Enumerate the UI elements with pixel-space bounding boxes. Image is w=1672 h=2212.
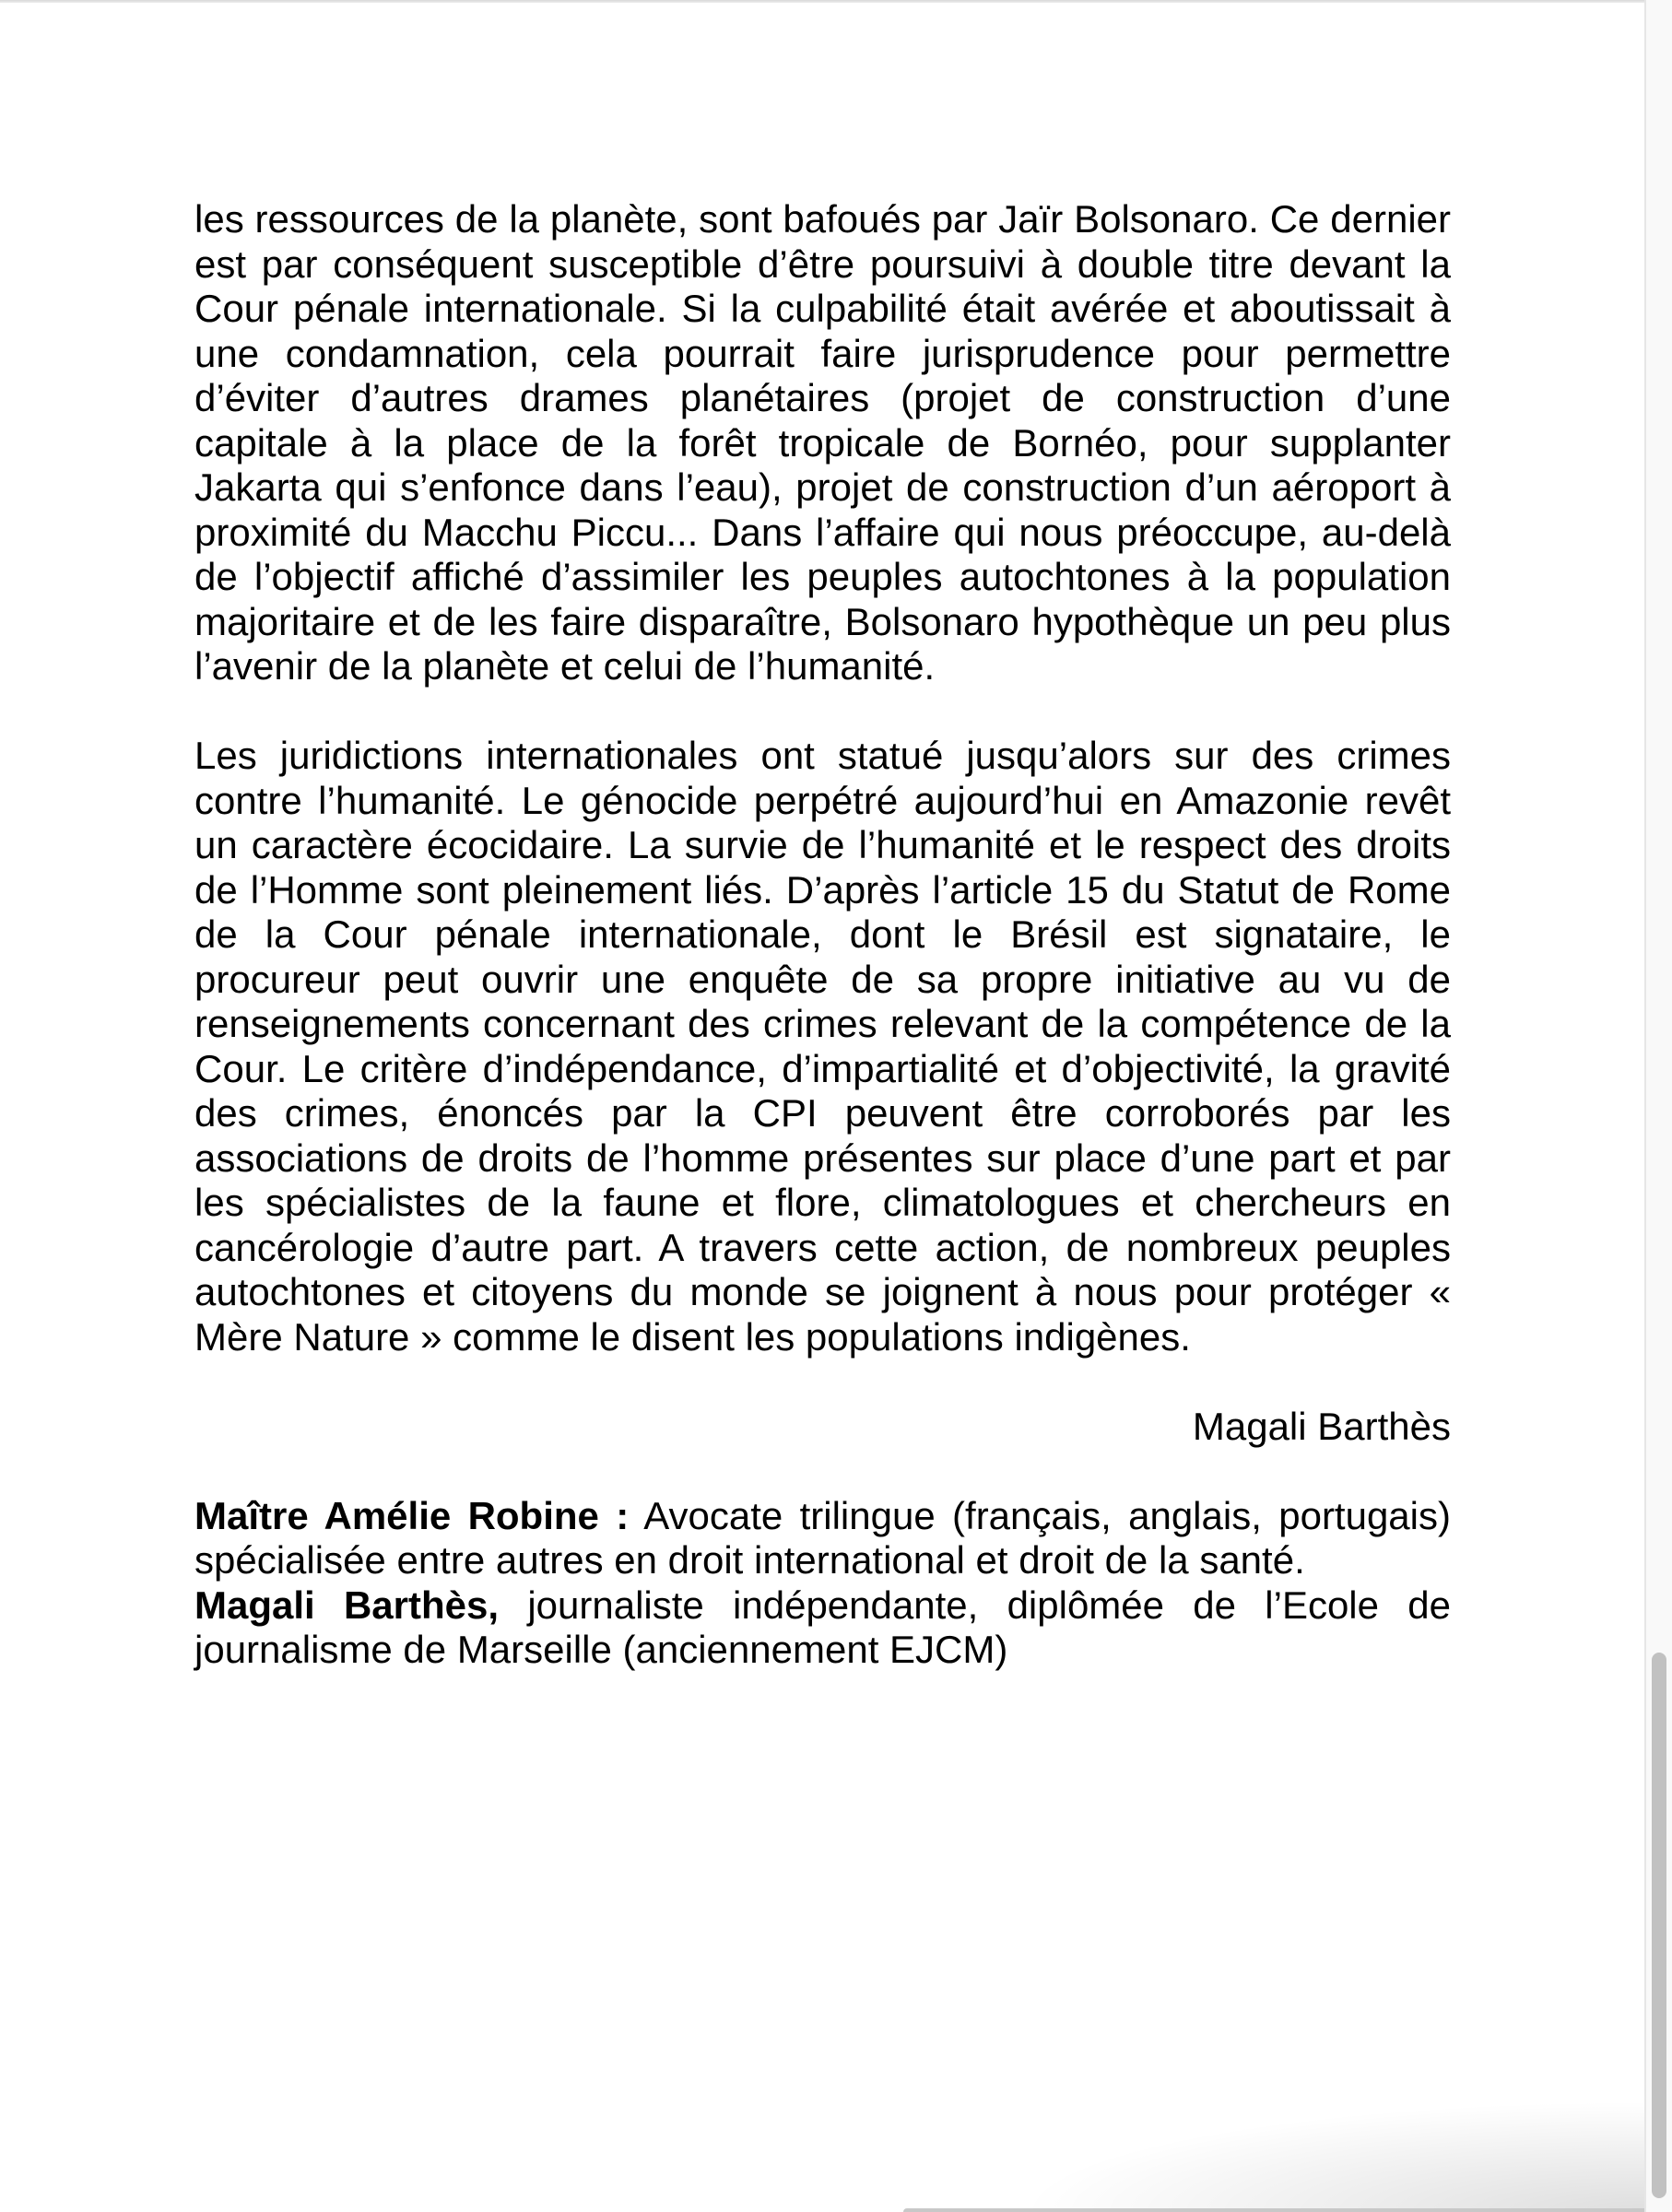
author-bio-robine [194,1494,1451,1583]
blank-line [194,1449,1451,1494]
document-page [194,197,1451,1673]
bio-name: Maître Amélie Robine : [194,1493,630,1537]
bio-text: Avocate trilingue (français, anglais, portugais) spécialisée entre autres en droit international et droit de la santé. [194,1493,1451,1582]
author-bio-barthes [194,1583,1451,1673]
bio-name: Magali Barthès, [194,1583,500,1627]
blank-line [194,1359,1451,1405]
paragraph-2: Les juridictions internationales ont statué jusqu’alors sur des crimes contre l’humanité. Le génocide perpétré aujourd’hui en Amazonie revêt un caractère écocidaire. La survie de l’humanité et le respect des droits de l’Homme sont pleinement liés. D’après l’article 15 du Statut de Rome de la Cour pénale internationale, dont le Brésil est signataire, le procureur peut ouvrir une enquête de sa propre initiative au vu de renseignements concernant des crimes relevant de la compétence de la Cour. Le critère d’indépendance, d’impartialité et d’objectivité, la gravité des crimes, énoncés par la CPI peuvent être corroborés par les associations de droits de l’homme présentes sur place d’une part et par les spécialistes de la faune et flore, climatologues et chercheurs en cancérologie d’autre part. A travers cette action, de nombreux peuples autochtones et citoyens du monde se joignent à nous pour protéger « Mère Nature » comme le disent les populations indigènes. [194,734,1451,1359]
window-bottom-edge [903,2208,1672,2212]
blank-line [194,689,1451,735]
document-viewport [0,3,1644,2212]
author-signature: Magali Barthès [1192,1404,1451,1448]
paragraph-1: les ressources de la planète, sont bafoués par Jaïr Bolsonaro. Ce dernier est par conséquent susceptible d’être poursuivi à double titre devant la Cour pénale internationale. Si la culpabilité était avérée et aboutissait à une condamnation, cela pourrait faire jurisprudence pour permettre d’éviter d’autres drames planétaires (projet de construction d’une capitale à la place de la forêt tropicale de Bornéo, pour supplanter Jakarta qui s’enfonce dans l’eau), projet de construction d’un aéroport à proximité du Macchu Piccu... Dans l’affaire qui nous préoccupe, au-delà de l’objectif affiché d’assimiler les peuples autochtones à la population majoritaire et de les faire disparaître, Bolsonaro hypothèque un peu plus l’avenir de la planète et celui de l’humanité. [194,197,1451,688]
vertical-scrollbar-thumb[interactable] [1652,1653,1666,2198]
bio-text: journaliste indépendante, diplômée de l’Ecole de journalisme de Marseille (anciennement EJCM) [194,1583,1451,1671]
